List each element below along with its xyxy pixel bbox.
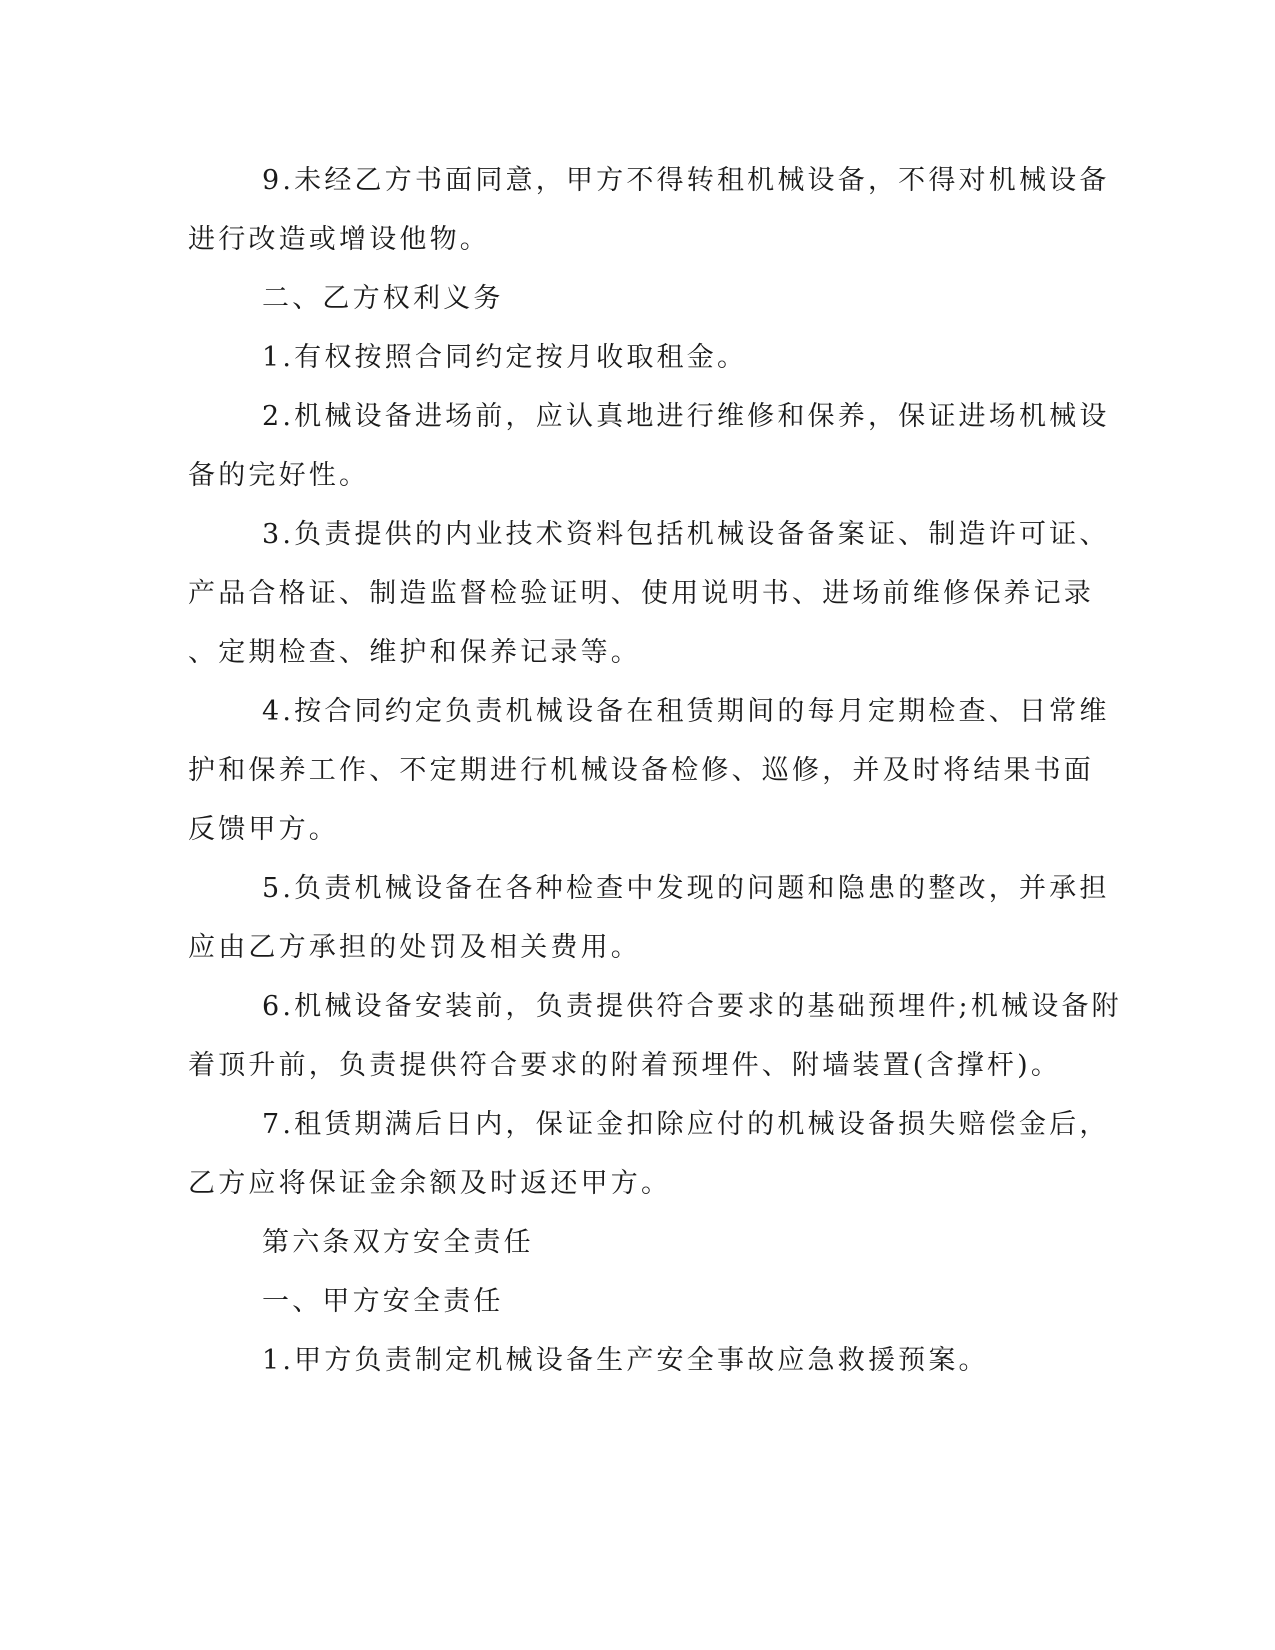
text-line: 3.负责提供的内业技术资料包括机械设备备案证、制造许可证、 [262,519,1110,550]
paragraph-lessor-item-6 [0,976,1275,1038]
paragraph-lessor-item-4 [0,681,1275,743]
article-heading-6 [0,1212,1275,1274]
paragraph-lessee-item-9-cont [0,209,1275,271]
text-line: 4.按合同约定负责机械设备在租赁期间的每月定期检查、日常维 [262,696,1110,727]
section-heading-lessor-rights [0,268,1275,330]
text-line: 1.甲方负责制定机械设备生产安全事故应急救援预案。 [262,1345,989,1376]
section-heading-text: 二、乙方权利义务 [262,283,504,314]
paragraph-lessor-item-4-cont [0,799,1275,861]
text-line: 进行改造或增设他物。 [188,224,490,255]
paragraph-lessor-item-3-cont [0,622,1275,684]
paragraph-lessor-item-1 [0,327,1275,389]
text-line: 着顶升前，负责提供符合要求的附着预埋件、附墙装置(含撑杆)。 [188,1050,1062,1081]
paragraph-lessor-item-6-cont [0,1035,1275,1097]
paragraph-lessee-item-9 [0,150,1275,212]
paragraph-lessor-item-4-cont [0,740,1275,802]
paragraph-lessor-item-7 [0,1094,1275,1156]
text-line: 应由乙方承担的处罚及相关费用。 [188,932,641,963]
paragraph-lessor-item-7-cont [0,1153,1275,1215]
paragraph-lessor-item-2-cont [0,445,1275,507]
text-line: 1.有权按照合同约定按月收取租金。 [262,342,748,373]
paragraph-lessor-item-3-cont [0,563,1275,625]
text-line: 5.负责机械设备在各种检查中发现的问题和隐患的整改，并承担 [262,873,1110,904]
paragraph-lessor-item-3 [0,504,1275,566]
text-line: 反馈甲方。 [188,814,339,845]
text-line: 备的完好性。 [188,460,370,491]
paragraph-safety-item-1 [0,1330,1275,1392]
paragraph-lessor-item-5-cont [0,917,1275,979]
article-heading-text: 第六条双方安全责任 [262,1227,534,1258]
text-line: 乙方应将保证金余额及时返还甲方。 [188,1168,672,1199]
text-line: 7.租赁期满后日内，保证金扣除应付的机械设备损失赔偿金后， [262,1109,1110,1140]
text-line: 、定期检查、维护和保养记录等。 [188,637,641,668]
text-line: 6.机械设备安装前，负责提供符合要求的基础预埋件;机械设备附 [262,991,1122,1022]
text-line: 9.未经乙方书面同意，甲方不得转租机械设备，不得对机械设备 [262,165,1110,196]
section-heading-lessee-safety [0,1271,1275,1333]
text-line: 2.机械设备进场前，应认真地进行维修和保养，保证进场机械设 [262,401,1110,432]
text-line: 产品合格证、制造监督检验证明、使用说明书、进场前维修保养记录 [188,578,1094,609]
text-line: 护和保养工作、不定期进行机械设备检修、巡修，并及时将结果书面 [188,755,1094,786]
paragraph-lessor-item-5 [0,858,1275,920]
paragraph-lessor-item-2 [0,386,1275,448]
section-heading-text: 一、甲方安全责任 [262,1286,504,1317]
